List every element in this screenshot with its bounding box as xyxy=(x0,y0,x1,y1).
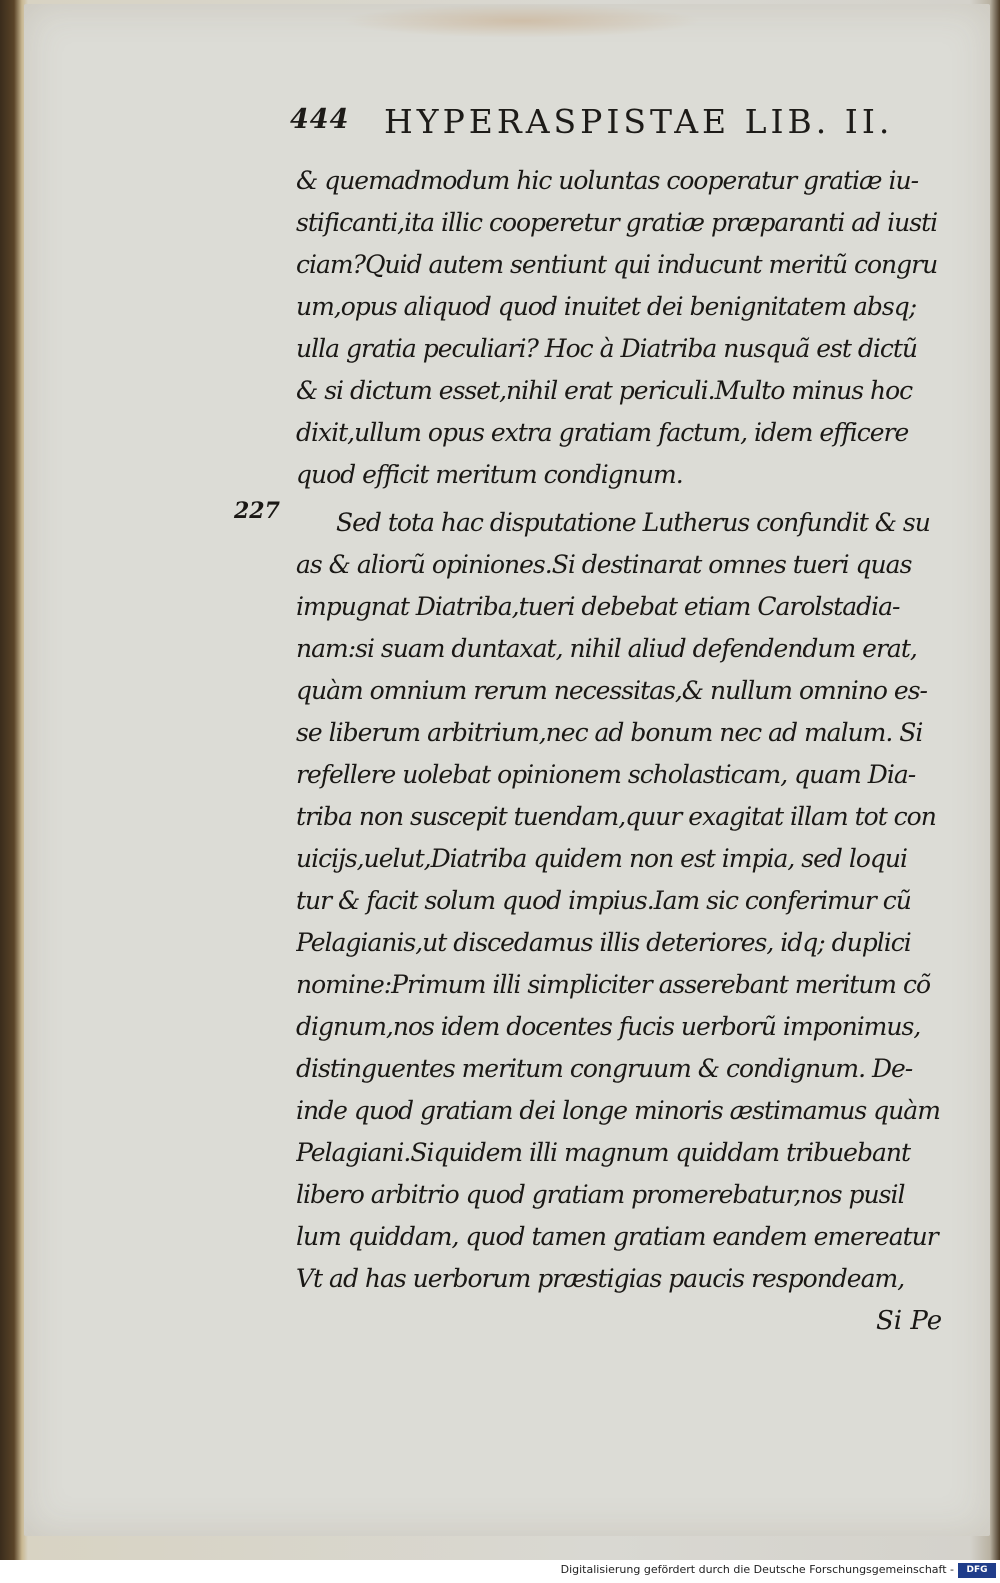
text-line: triba non suscepit tuendam,quur exagitat illam tot con xyxy=(296,802,936,831)
text-line: dignum,nos idem docentes fucis uerborũ imponimus, xyxy=(296,1012,921,1041)
page-stain xyxy=(342,4,702,38)
text-line: stificanti,ita illic cooperetur gratiæ præparanti ad iusti xyxy=(296,208,938,237)
page-header xyxy=(290,102,960,152)
text-line: Pelagianis,ut discedamus illis deteriores, idq; duplici xyxy=(296,928,911,957)
running-title: HYPERASPISTAE LIB. II. xyxy=(384,102,894,141)
paragraph-first-line: Sed tota hac disputatione Lutherus confundit & su xyxy=(336,508,930,537)
text-line: nomine:Primum illi simpliciter asserebant meritum cõ xyxy=(296,970,930,999)
text-line: tur & facit solum quod impius.Iam sic conferimur cũ xyxy=(296,886,911,915)
text-line: Pelagiani.Siquidem illi magnum quiddam tribuebant xyxy=(296,1138,911,1167)
text-line: distinguentes meritum congruum & condignum. De- xyxy=(296,1054,913,1083)
text-line: impugnat Diatriba,tueri debebat etiam Carolstadia- xyxy=(296,592,900,621)
text-line: & quemadmodum hic uoluntas cooperatur gratiæ iu- xyxy=(296,166,919,195)
footer-credit-text: Digitalisierung gefördert durch die Deutsche Forschungsgemeinschaft - xyxy=(560,1563,954,1576)
text-line: & si dictum esset,nihil erat periculi.Multo minus hoc xyxy=(296,376,913,405)
text-line: refellere uolebat opinionem scholasticam, quam Dia- xyxy=(296,760,916,789)
dfg-logo: DFG xyxy=(958,1563,996,1578)
text-line: se liberum arbitrium,nec ad bonum nec ad malum. Si xyxy=(296,718,923,747)
text-line: inde quod gratiam dei longe minoris æstimamus quàm xyxy=(296,1096,940,1125)
text-line: quod efficit meritum condignum. xyxy=(296,460,683,489)
text-line: quàm omnium rerum necessitas,& nullum omnino es- xyxy=(296,676,927,705)
page-number: 444 xyxy=(290,104,350,135)
margin-section-number: 227 xyxy=(234,498,280,524)
text-line: ulla gratia peculiari? Hoc à Diatriba nusquã est dictũ xyxy=(296,334,917,363)
text-line: uicijs,uelut,Diatriba quidem non est impia, sed loqui xyxy=(296,844,907,873)
text-line: lum quiddam, quod tamen gratiam eandem emereatur xyxy=(296,1222,938,1251)
text-line: ciam?Quid autem sentiunt qui inducunt meritũ congru xyxy=(296,250,938,279)
digitization-footer xyxy=(0,1560,1000,1583)
text-line: libero arbitrio quod gratiam promerebatur,nos pusil xyxy=(296,1180,905,1209)
text-line: dixit,ullum opus extra gratiam factum, idem efficere xyxy=(296,418,909,447)
text-line: as & aliorũ opiniones.Si destinarat omnes tueri quas xyxy=(296,550,912,579)
text-line: nam:si suam duntaxat, nihil aliud defendendum erat, xyxy=(296,634,917,663)
catchword: Si Pe xyxy=(876,1306,943,1336)
text-line: um,opus aliquod quod inuitet dei benignitatem absq; xyxy=(296,292,917,321)
text-line: Vt ad has uerborum præstigias paucis respondeam, xyxy=(296,1264,905,1293)
body-text xyxy=(296,160,956,1300)
